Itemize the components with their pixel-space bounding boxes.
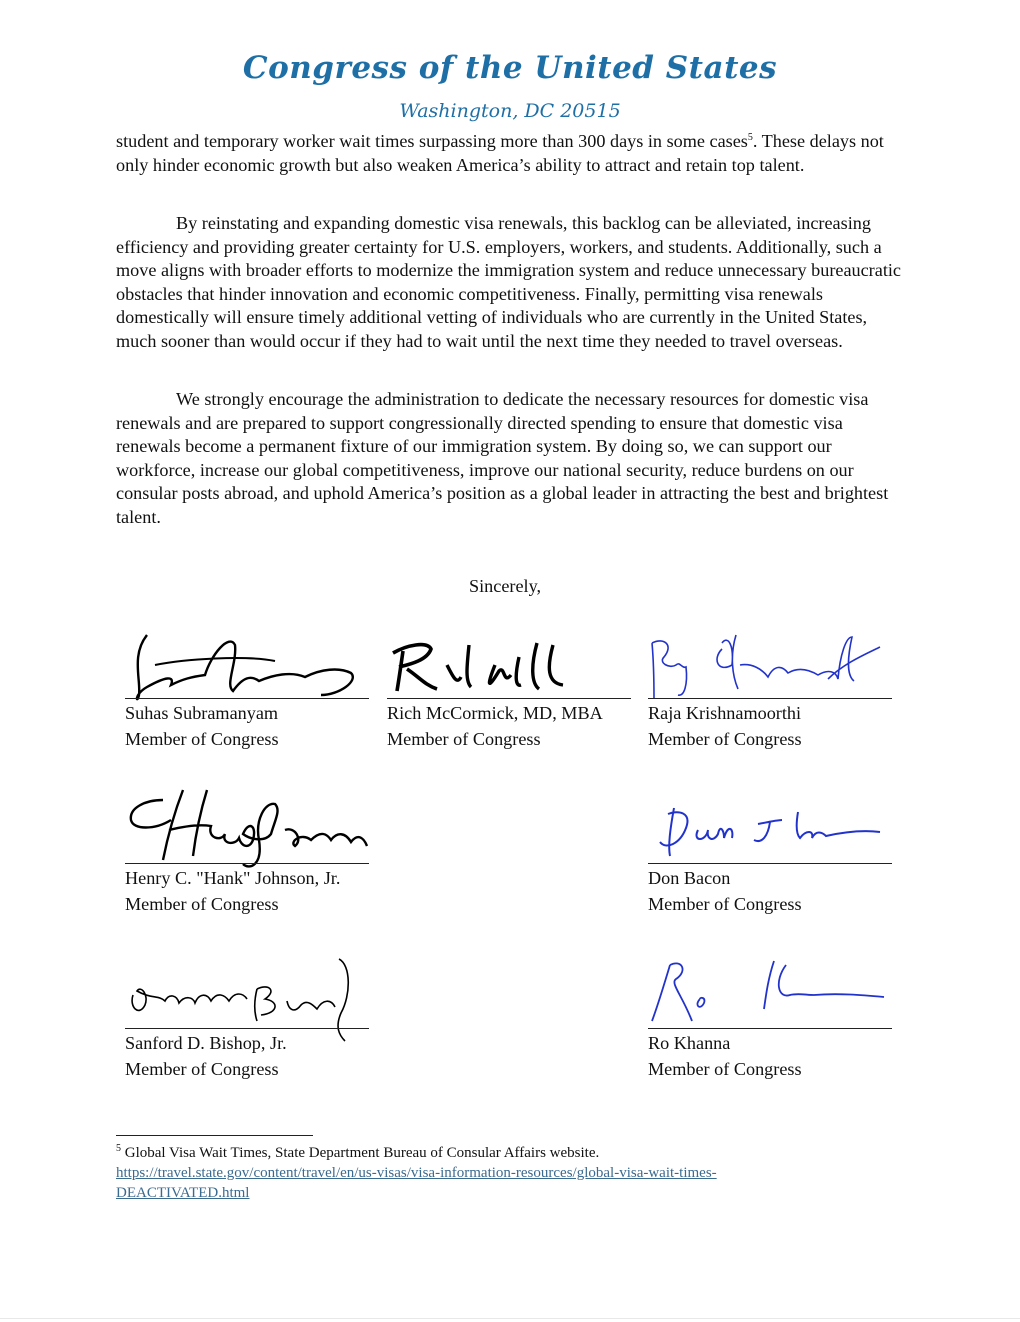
footnote-link[interactable] [116,1165,717,1201]
signatory-title: Member of Congress [125,729,279,749]
signatory-name: Ro Khanna [648,1033,731,1053]
signature-image [648,955,908,1035]
signatory-title: Member of Congress [125,894,279,914]
signatory-title: Member of Congress [387,729,541,749]
paragraph-3: We strongly encourage the administration to dedicate the necessary resources for domestic visa renewals and are prepared to support congressionally directed spending to ensure that domestic visa renewals become a permanent fixture of our immigration system. By doing so, we can support our workforce, increase our global competitiveness, improve our national security, reduce burdens on our consular posts abroad, and uphold America’s position as a global leader in attracting the best and brightest talent. [116,389,889,527]
signature-line [125,1028,369,1029]
signature-image [387,625,647,705]
footnote-divider [116,1135,313,1136]
signature-line [387,698,631,699]
paragraph-2: By reinstating and expanding domestic visa renewals, this backlog can be alleviated, increasing efficiency and providing greater certainty for U.S. employers, workers, and students. Additionally, such a move aligns with broader efforts to modernize the immigration system and reduce unnecessary bureaucratic obstacles that hinder innovation and economic competitiveness. Finally, permitting visa renewals domestically will ensure timely additional vetting of individuals who are currently in the United States, much sooner than would occur if they had to wait until the next time they needed to travel overseas. [116,213,901,351]
signatory-name: Don Bacon [648,868,731,888]
signatory-name: Henry C. "Hank" Johnson, Jr. [125,868,341,888]
signature-image [125,790,385,870]
signature-line [125,698,369,699]
signature-image [648,625,908,705]
signature-image [125,955,385,1035]
footnote-ref: 5 [747,131,753,143]
signatory-name: Sanford D. Bishop, Jr. [125,1033,287,1053]
signatory-title: Member of Congress [648,894,802,914]
signature-image [648,790,908,870]
signatory-title: Member of Congress [648,729,802,749]
paragraph-1 [116,130,906,177]
signatory-name: Suhas Subramanyam [125,703,279,723]
signatory-title: Member of Congress [648,1059,802,1079]
signature-image [125,625,385,705]
signatory-title: Member of Congress [125,1059,279,1079]
paragraph-1-text-cont: . These delays not only hinder economic growth but also weaken America’s ability to attract and retain top talent. [116,131,884,175]
signature-line [648,863,892,864]
signature-line [648,698,892,699]
letterhead-title: Congress of the United States [242,50,778,86]
closing: Sincerely, [469,576,542,596]
paragraph-1-text: student and temporary worker wait times surpassing more than 300 days in some cases [116,131,748,151]
letterhead-address: Washington, DC 20515 [399,100,621,122]
footnote-link-line-2: DEACTIVATED.html [116,1185,250,1201]
signatory-name: Raja Krishnamoorthi [648,703,802,723]
page-bottom-edge [0,1318,1020,1319]
footnote-number: 5 [116,1143,121,1154]
signature-line [125,863,369,864]
signatory-name: Rich McCormick, MD, MBA [387,703,603,723]
signature-line [648,1028,892,1029]
footnote-link-line-1: https://travel.state.gov/content/travel/en/us-visas/visa-information-resources/global-visa-wait-times- [116,1165,717,1181]
footnote-text: Global Visa Wait Times, State Department Bureau of Consular Affairs website. [121,1145,600,1161]
footnote [116,1143,896,1203]
